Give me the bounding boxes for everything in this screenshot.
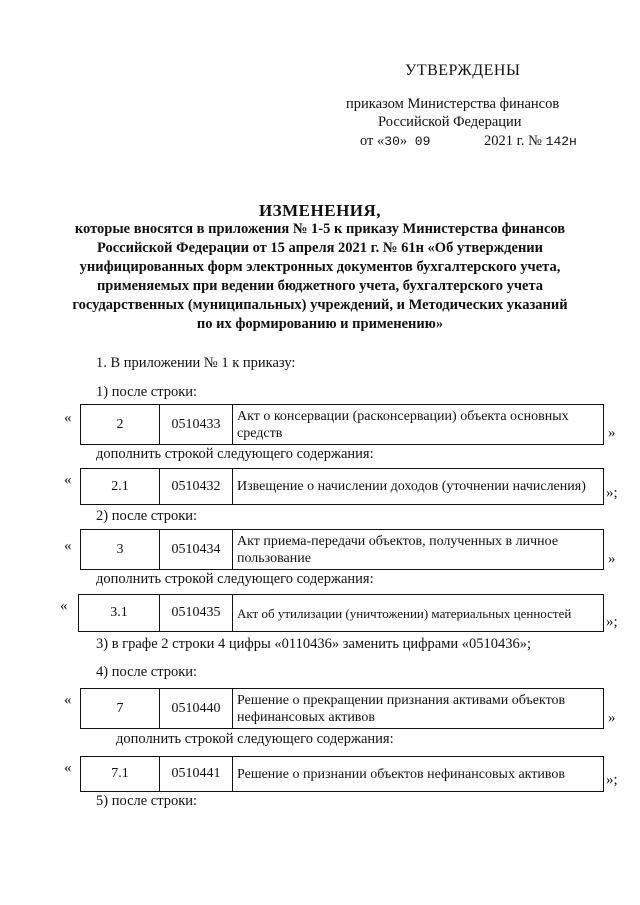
row-number: 7: [81, 689, 160, 729]
order-line-2: Российской Федерации: [378, 114, 522, 130]
form-code: 0510434: [160, 530, 233, 570]
document-name-line-2: средств: [237, 425, 283, 441]
row-number: 7.1: [81, 757, 160, 792]
title-line-5: государственных (муниципальных) учреждений, и Методических указаний: [72, 297, 568, 313]
document-name: Решение о признании объектов нефинансовых активов: [233, 757, 604, 792]
title-line-1: которые вносятся в приложения № 1-5 к приказу Министерства финансов: [74, 221, 566, 237]
title-line-4: применяемых при ведении бюджетного учета, бухгалтерского учета: [96, 278, 544, 294]
row-number: 2: [81, 405, 160, 445]
subitem-5: 5) после строки:: [96, 793, 198, 809]
open-quote: «: [60, 598, 68, 614]
form-code: 0510441: [160, 757, 233, 792]
close-quote: »: [608, 710, 616, 726]
add-line-instruction: дополнить строкой следующего содержания:: [96, 446, 374, 462]
close-quote-semicolon: »;: [606, 772, 618, 788]
subitem-3: 3) в графе 2 строки 4 цифры «0110436» заменить цифрами «0510436»;: [96, 636, 532, 652]
add-line-instruction: дополнить строкой следующего содержания:: [96, 571, 374, 587]
subitem-2: 2) после строки:: [96, 508, 198, 524]
open-quote: «: [64, 472, 72, 488]
date-prefix: от «: [360, 133, 385, 149]
table-row: [80, 468, 604, 505]
table-row: [80, 688, 604, 729]
subitem-4: 4) после строки:: [96, 664, 198, 680]
subitem-1: 1) после строки:: [96, 384, 198, 400]
approved-stamp-title: УТВЕРЖДЕНЫ: [405, 62, 521, 79]
form-code: 0510433: [160, 405, 233, 445]
item-1-heading: 1. В приложении № 1 к приказу:: [96, 355, 296, 371]
row-number: 3.1: [79, 595, 160, 632]
order-date-line: [360, 133, 577, 150]
table-row: [80, 404, 604, 445]
form-code: 0510440: [160, 689, 233, 729]
document-name-line-1: Решение о прекращении признания активами объектов: [237, 692, 566, 708]
document-name: Извещение о начислении доходов (уточнении начисления): [233, 469, 604, 505]
row-number: 3: [81, 530, 160, 570]
document-name: [233, 405, 604, 445]
close-quote-semicolon: »;: [606, 614, 618, 630]
date-day: 30: [384, 134, 400, 149]
form-code: 0510435: [160, 595, 233, 632]
table-row: [80, 529, 604, 570]
table-row: [78, 594, 604, 632]
close-quote: »: [608, 425, 616, 441]
date-year: 2021 г. №: [484, 133, 543, 149]
date-month: 09: [414, 134, 431, 149]
document-name: [233, 530, 604, 570]
open-quote: «: [64, 760, 72, 776]
row-number: 2.1: [81, 469, 160, 505]
document-name-line-1: Акт приема-передачи объектов, полученных в личное: [237, 533, 559, 549]
close-quote: »: [608, 551, 616, 567]
document-name-line-2: нефинансовых активов: [237, 709, 375, 725]
order-number: 142н: [545, 134, 577, 149]
title-line-6: по их формированию и применению»: [196, 316, 444, 332]
form-code: 0510432: [160, 469, 233, 505]
title-line-3: унифицированных форм электронных документов бухгалтерского учета,: [79, 259, 561, 275]
document-name-line-1: Акт о консервации (расконсервации) объекта основных: [237, 408, 569, 424]
table-row: [80, 756, 604, 792]
document-name: [233, 689, 604, 729]
open-quote: «: [64, 538, 72, 554]
order-line-1: приказом Министерства финансов: [346, 96, 560, 112]
date-quote-close: »: [399, 133, 408, 149]
open-quote: «: [64, 410, 72, 426]
document-heading: ИЗМЕНЕНИЯ,: [258, 201, 382, 220]
document-name: Акт об утилизации (уничтожении) материальных ценностей: [233, 595, 604, 632]
add-line-instruction: дополнить строкой следующего содержания:: [116, 731, 394, 747]
document-name-line-2: пользование: [237, 550, 311, 566]
open-quote: «: [64, 692, 72, 708]
title-line-2: Российской Федерации от 15 апреля 2021 г. № 61н «Об утверждении: [96, 240, 544, 256]
close-quote-semicolon: »;: [606, 485, 618, 501]
